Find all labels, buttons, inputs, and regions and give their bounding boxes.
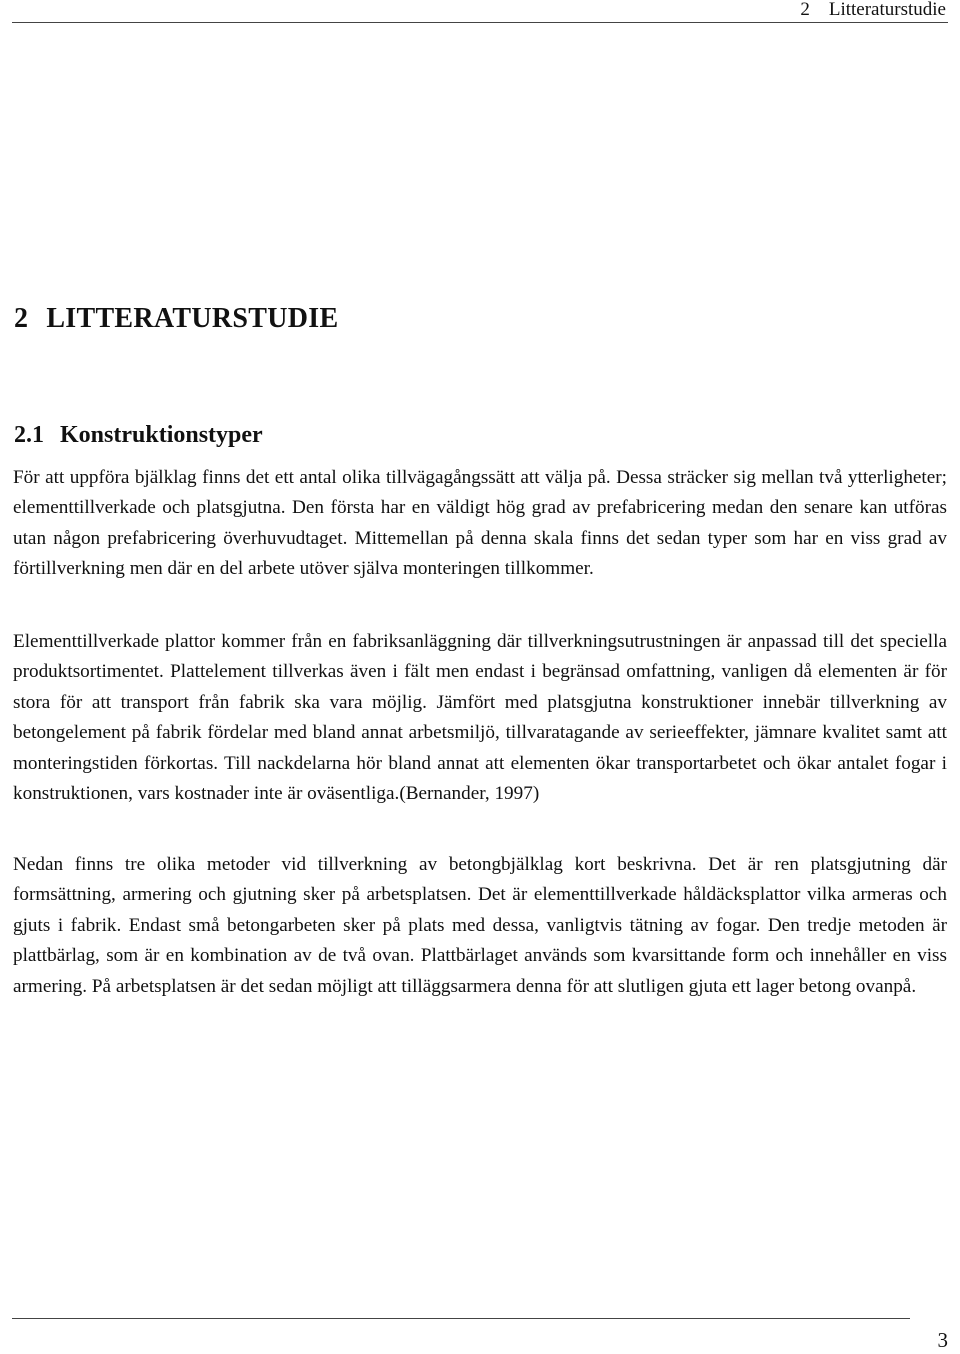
section-number: 2.1 xyxy=(14,422,44,448)
paragraph-prefabricated-slabs: Elementtillverkade plattor kommer från en fabriksanläggning där tillverkningsutrustningen är anpassad till det speciella produktsortimentet. Plattelement tillverkas även i fält men endast i begränsad omfattning, vanligen då elementen är för stora för att transport från fabrik ska vara möjlig. Jämfört med platsgjutna konstruktioner innebär tillverkning av betongelement på fabrik fördelar med bland annat arbetsmiljö, tillvaratagande av serieeffekter, jämnare kvalitet samt att monteringstiden förkortas. Till nackdelarna hör bland annat att elementen ökar transportarbetet och ökar antalet fogar i konstruktionen, vars kostnader inte är oväsentliga.(Bernander, 1997) xyxy=(13,631,947,805)
header-rule xyxy=(12,22,948,23)
chapter-title xyxy=(14,302,338,336)
running-header: 2 Litteraturstudie xyxy=(800,0,946,20)
chapter-title-text: LITTERATURSTUDIE xyxy=(46,303,339,334)
section-title xyxy=(14,420,263,450)
chapter-number: 2 xyxy=(14,303,29,334)
footer-rule xyxy=(12,1318,910,1319)
section-title-text: Konstruktionstyper xyxy=(60,422,263,448)
paragraph-construction-methods: För att uppföra bjälklag finns det ett antal olika tillvägagångssätt att välja på. Dessa sträcker sig mellan två ytterligheter; elementtillverkade och platsgjutna. Den första har en väldigt hög grad av prefabricering medan den senare kan utföras utan någon prefabricering överhuvudtaget. Mittemellan på denna skala finns det sedan typer som har en viss grad av förtillverkning men där en del arbete utöver själva monteringen tillkommer. xyxy=(13,467,947,580)
paragraph-three-methods: Nedan finns tre olika metoder vid tillverkning av betongbjälklag kort beskrivna. Det är ren platsgjutning där formsättning, armering och gjutning sker på arbetsplatsen. Det är elementtillverkade håldäcksplattor vilka armeras och gjuts i fabrik. Endast små betongarbeten sker på plats med dessa, vanligtvis tätning av fogar. Den tredje metoden är plattbärlag, som är en kombination av de två ovan. Plattbärlaget används som kvarsittande form och innehåller en viss armering. På arbetsplatsen är det sedan möjligt att tilläggsarmera denna för att slutligen gjuta ett lager betong ovanpå. xyxy=(13,854,947,997)
page-number: 3 xyxy=(937,1328,948,1352)
